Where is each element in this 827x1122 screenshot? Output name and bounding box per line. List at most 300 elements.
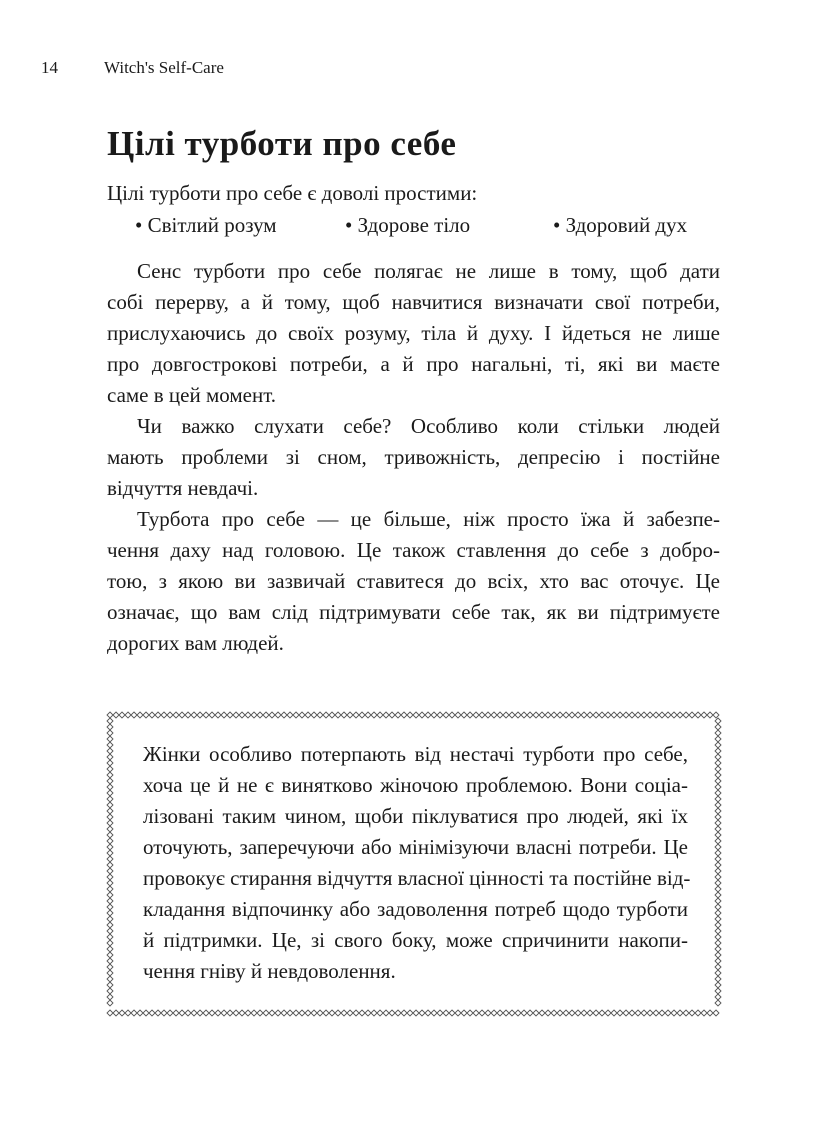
border-diamond [263, 1010, 269, 1016]
border-diamond [715, 946, 721, 952]
border-diamond [659, 712, 665, 718]
border-diamond [203, 712, 209, 718]
text-line: саме в цей момент. [107, 383, 277, 407]
border-diamond [437, 712, 443, 718]
border-diamond [401, 712, 407, 718]
border-diamond [107, 970, 113, 976]
border-diamond [107, 820, 113, 826]
border-diamond [173, 712, 179, 718]
border-diamond [209, 1010, 215, 1016]
border-diamond [485, 1010, 491, 1016]
border-diamond [197, 712, 203, 718]
running-title: Witch's Self-Care [104, 58, 224, 77]
border-diamond [689, 1010, 695, 1016]
text-line: Сенс турботи про себе полягає не лише в тому, щоб дати [137, 259, 720, 283]
border-diamond [461, 712, 467, 718]
border-diamond [641, 712, 647, 718]
border-diamond [653, 1010, 659, 1016]
border-diamond [431, 712, 437, 718]
border-diamond [245, 1010, 251, 1016]
border-diamond [335, 1010, 341, 1016]
border-diamond [715, 910, 721, 916]
border-diamond [715, 832, 721, 838]
border-diamond [149, 1010, 155, 1016]
border-diamond [107, 850, 113, 856]
border-diamond [551, 1010, 557, 1016]
border-diamond [521, 1010, 527, 1016]
border-diamond [563, 1010, 569, 1016]
border-diamond [131, 1010, 137, 1016]
border-diamond [257, 712, 263, 718]
border-diamond [713, 1010, 719, 1016]
border-diamond [383, 712, 389, 718]
border-diamond [503, 1010, 509, 1016]
border-diamond [701, 1010, 707, 1016]
border-diamond [107, 982, 113, 988]
border-diamond [287, 712, 293, 718]
border-diamond [377, 1010, 383, 1016]
border-diamond [715, 994, 721, 1000]
border-diamond [449, 712, 455, 718]
text-line: й підтримки. Це, зі свого боку, може спричинити накопи- [143, 928, 688, 952]
border-diamond [629, 1010, 635, 1016]
paragraph [107, 411, 720, 504]
border-diamond [167, 1010, 173, 1016]
border-diamond [107, 718, 113, 724]
text-line: чення даху над головою. Це також ставлення до себе з добро- [107, 538, 720, 562]
border-diamond [707, 712, 713, 718]
border-diamond [107, 748, 113, 754]
border-diamond [239, 712, 245, 718]
border-diamond [107, 730, 113, 736]
border-diamond [617, 712, 623, 718]
border-diamond [323, 1010, 329, 1016]
border-diamond [299, 1010, 305, 1016]
border-diamond [467, 712, 473, 718]
border-diamond [533, 1010, 539, 1016]
border-diamond [215, 1010, 221, 1016]
border-diamond [107, 790, 113, 796]
text-line: означає, що вам слід підтримувати себе так, як ви підтримуєте [107, 600, 720, 624]
border-diamond [413, 1010, 419, 1016]
border-diamond [623, 1010, 629, 1016]
border-diamond [545, 712, 551, 718]
border-diamond [107, 958, 113, 964]
border-diamond [715, 988, 721, 994]
border-diamond [329, 712, 335, 718]
border-diamond [569, 1010, 575, 1016]
border-diamond [715, 718, 721, 724]
border-diamond [143, 1010, 149, 1016]
border-diamond [107, 760, 113, 766]
border-diamond [715, 796, 721, 802]
border-diamond [353, 1010, 359, 1016]
border-diamond [107, 988, 113, 994]
text-line: тою, з якою ви зазвичай ставитеся до всіх, хто вас оточує. Це [107, 569, 720, 593]
border-diamond [107, 784, 113, 790]
border-diamond [107, 1000, 113, 1006]
paragraph [143, 739, 691, 987]
border-diamond [215, 712, 221, 718]
border-diamond [715, 808, 721, 814]
bullet-item: • Здорове тіло [345, 213, 471, 237]
border-diamond [407, 1010, 413, 1016]
border-diamond [527, 712, 533, 718]
border-diamond [635, 1010, 641, 1016]
section-title: Цілі турботи про себе [107, 124, 457, 163]
border-diamond [715, 874, 721, 880]
border-diamond [377, 712, 383, 718]
border-diamond [715, 880, 721, 886]
border-diamond [605, 1010, 611, 1016]
border-diamond [197, 1010, 203, 1016]
border-diamond [221, 1010, 227, 1016]
border-diamond [715, 766, 721, 772]
border-diamond [233, 1010, 239, 1016]
border-diamond [449, 1010, 455, 1016]
border-diamond [119, 1010, 125, 1016]
text-line: чення гніву й невдоволення. [143, 959, 396, 983]
border-diamond [715, 742, 721, 748]
border-diamond [715, 748, 721, 754]
border-diamond [715, 784, 721, 790]
border-diamond [317, 712, 323, 718]
sidebar-box [106, 711, 722, 1017]
border-diamond [107, 736, 113, 742]
border-diamond [715, 892, 721, 898]
text-line: Турбота про себе — це більше, ніж просто їжа й забезпе- [137, 507, 720, 531]
border-diamond [251, 712, 257, 718]
border-diamond [671, 712, 677, 718]
border-diamond [431, 1010, 437, 1016]
border-diamond [269, 712, 275, 718]
border-diamond [353, 712, 359, 718]
border-diamond [715, 772, 721, 778]
border-diamond [137, 1010, 143, 1016]
border-diamond [515, 712, 521, 718]
border-diamond [581, 1010, 587, 1016]
border-diamond [275, 712, 281, 718]
border-diamond [665, 712, 671, 718]
border-diamond [715, 1000, 721, 1006]
border-diamond [107, 892, 113, 898]
text-line: про довгострокові потреби, а й про нагальні, ті, які ви маєте [107, 352, 720, 376]
border-diamond [443, 712, 449, 718]
paragraph [107, 256, 720, 411]
border-diamond [383, 1010, 389, 1016]
border-diamond [107, 916, 113, 922]
border-diamond [715, 916, 721, 922]
border-diamond [293, 1010, 299, 1016]
border-diamond [455, 1010, 461, 1016]
border-diamond [509, 712, 515, 718]
border-diamond [107, 856, 113, 862]
text-line: собі перерву, а й тому, щоб навчитися визначати свої потреби, [107, 290, 720, 314]
border-diamond [107, 934, 113, 940]
border-diamond [557, 712, 563, 718]
border-diamond [299, 712, 305, 718]
border-diamond [491, 712, 497, 718]
border-diamond [365, 1010, 371, 1016]
text-line: лізовані таким чином, щоби піклуватися про людей, які їх [143, 804, 688, 828]
border-diamond [617, 1010, 623, 1016]
border-diamond [473, 1010, 479, 1016]
border-diamond [715, 886, 721, 892]
border-diamond [203, 1010, 209, 1016]
border-diamond [575, 1010, 581, 1016]
border-diamond [605, 712, 611, 718]
border-diamond [581, 712, 587, 718]
border-diamond [419, 1010, 425, 1016]
page-number: 14 [41, 58, 58, 77]
text-line: провокує стирання відчуття власної цінності та постійне від- [143, 866, 691, 890]
border-diamond [545, 1010, 551, 1016]
text-line: відчуття невдачі. [107, 476, 259, 500]
border-diamond [125, 712, 131, 718]
border-diamond [715, 724, 721, 730]
border-diamond [715, 940, 721, 946]
border-diamond [185, 712, 191, 718]
border-diamond [635, 712, 641, 718]
border-diamond [227, 1010, 233, 1016]
border-diamond [587, 712, 593, 718]
border-diamond [317, 1010, 323, 1016]
border-diamond [455, 712, 461, 718]
border-diamond [173, 1010, 179, 1016]
text-line: хоча це й не є винятково жіночою проблемою. Вони соціа- [143, 773, 688, 797]
border-diamond [233, 712, 239, 718]
border-diamond [125, 1010, 131, 1016]
border-diamond [371, 1010, 377, 1016]
border-diamond [107, 712, 113, 718]
border-diamond [515, 1010, 521, 1016]
border-diamond [593, 1010, 599, 1016]
border-diamond [479, 712, 485, 718]
border-diamond [389, 712, 395, 718]
border-diamond [257, 1010, 263, 1016]
border-diamond [113, 1010, 119, 1016]
border-diamond [305, 1010, 311, 1016]
border-diamond [119, 712, 125, 718]
border-diamond [107, 964, 113, 970]
border-diamond [107, 832, 113, 838]
border-diamond [263, 712, 269, 718]
intro-text: Цілі турботи про себе є доволі простими: [107, 181, 478, 205]
border-diamond [715, 814, 721, 820]
border-diamond [611, 1010, 617, 1016]
border-diamond [107, 868, 113, 874]
border-diamond [149, 712, 155, 718]
border-diamond [527, 1010, 533, 1016]
border-diamond [311, 1010, 317, 1016]
border-diamond [715, 904, 721, 910]
border-diamond [107, 724, 113, 730]
border-diamond [715, 826, 721, 832]
border-diamond [425, 712, 431, 718]
border-diamond [335, 712, 341, 718]
border-diamond [599, 712, 605, 718]
text-line: мають проблеми зі сном, тривожність, депресію і постійне [107, 445, 720, 469]
border-diamond [715, 922, 721, 928]
border-diamond [569, 712, 575, 718]
border-diamond [293, 712, 299, 718]
border-diamond [707, 1010, 713, 1016]
border-diamond [665, 1010, 671, 1016]
border-diamond [155, 1010, 161, 1016]
border-diamond [359, 712, 365, 718]
border-diamond [107, 886, 113, 892]
border-diamond [509, 1010, 515, 1016]
border-diamond [683, 1010, 689, 1016]
text-line: оточують, заперечуючи або мінімізуючи власні потреби. Це [143, 835, 688, 859]
border-diamond [715, 928, 721, 934]
border-diamond [715, 760, 721, 766]
border-diamond [155, 712, 161, 718]
border-diamond [107, 1010, 113, 1016]
border-diamond [623, 712, 629, 718]
border-diamond [107, 928, 113, 934]
border-diamond [107, 826, 113, 832]
border-diamond [185, 1010, 191, 1016]
border-diamond [533, 712, 539, 718]
border-diamond [473, 712, 479, 718]
border-diamond [107, 742, 113, 748]
border-diamond [395, 712, 401, 718]
border-diamond [281, 712, 287, 718]
border-diamond [713, 712, 719, 718]
border-diamond [143, 712, 149, 718]
border-diamond [695, 1010, 701, 1016]
border-diamond [575, 712, 581, 718]
border-diamond [715, 850, 721, 856]
border-diamond [715, 868, 721, 874]
border-diamond [401, 1010, 407, 1016]
border-diamond [715, 778, 721, 784]
border-diamond [587, 1010, 593, 1016]
border-diamond [107, 946, 113, 952]
border-diamond [389, 1010, 395, 1016]
border-diamond [251, 1010, 257, 1016]
border-diamond [161, 712, 167, 718]
border-diamond [593, 712, 599, 718]
border-diamond [107, 808, 113, 814]
border-diamond [715, 802, 721, 808]
border-diamond [179, 1010, 185, 1016]
border-diamond [641, 1010, 647, 1016]
border-diamond [557, 1010, 563, 1016]
border-diamond [437, 1010, 443, 1016]
body-text [107, 256, 720, 659]
border-diamond [443, 1010, 449, 1016]
border-diamond [659, 1010, 665, 1016]
sidebar-text [143, 739, 691, 987]
border-diamond [341, 1010, 347, 1016]
border-diamond [341, 712, 347, 718]
border-diamond [715, 730, 721, 736]
border-diamond [323, 712, 329, 718]
border-diamond [485, 712, 491, 718]
border-diamond [107, 952, 113, 958]
border-diamond [107, 880, 113, 886]
border-diamond [715, 982, 721, 988]
border-diamond [715, 862, 721, 868]
border-diamond [107, 922, 113, 928]
border-diamond [467, 1010, 473, 1016]
border-diamond [179, 712, 185, 718]
paragraph [107, 504, 720, 659]
border-diamond [689, 712, 695, 718]
border-diamond [239, 1010, 245, 1016]
border-diamond [347, 1010, 353, 1016]
border-diamond [275, 1010, 281, 1016]
border-diamond [715, 958, 721, 964]
border-diamond [715, 838, 721, 844]
border-diamond [611, 712, 617, 718]
border-diamond [107, 802, 113, 808]
border-diamond [107, 766, 113, 772]
border-diamond [497, 1010, 503, 1016]
border-diamond [287, 1010, 293, 1016]
border-diamond [191, 1010, 197, 1016]
bullet-item: • Світлий розум [135, 213, 277, 237]
border-diamond [107, 778, 113, 784]
border-diamond [371, 712, 377, 718]
border-diamond [107, 994, 113, 1000]
border-diamond [107, 814, 113, 820]
border-diamond [311, 712, 317, 718]
border-diamond [107, 754, 113, 760]
bullet-item: • Здоровий дух [553, 213, 688, 237]
border-diamond [167, 712, 173, 718]
border-diamond [107, 772, 113, 778]
border-diamond [715, 754, 721, 760]
border-diamond [419, 712, 425, 718]
border-diamond [107, 874, 113, 880]
border-diamond [629, 712, 635, 718]
border-diamond [221, 712, 227, 718]
border-diamond [365, 712, 371, 718]
border-diamond [245, 712, 251, 718]
border-diamond [107, 904, 113, 910]
border-diamond [413, 712, 419, 718]
border-diamond [715, 952, 721, 958]
border-diamond [107, 838, 113, 844]
border-diamond [107, 844, 113, 850]
border-diamond [715, 820, 721, 826]
border-diamond [599, 1010, 605, 1016]
border-diamond [683, 712, 689, 718]
border-diamond [461, 1010, 467, 1016]
border-diamond [715, 844, 721, 850]
border-diamond [521, 712, 527, 718]
border-diamond [425, 1010, 431, 1016]
border-diamond [161, 1010, 167, 1016]
border-diamond [715, 898, 721, 904]
text-line: прислухаючись до своїх розуму, тіла й духу. І йдеться не лише [107, 321, 720, 345]
border-diamond [647, 1010, 653, 1016]
border-diamond [563, 712, 569, 718]
border-diamond [677, 1010, 683, 1016]
border-diamond [137, 712, 143, 718]
border-diamond [107, 898, 113, 904]
border-diamond [715, 856, 721, 862]
border-diamond [497, 712, 503, 718]
border-diamond [329, 1010, 335, 1016]
border-diamond [281, 1010, 287, 1016]
border-diamond [107, 862, 113, 868]
border-diamond [107, 976, 113, 982]
border-diamond [715, 790, 721, 796]
